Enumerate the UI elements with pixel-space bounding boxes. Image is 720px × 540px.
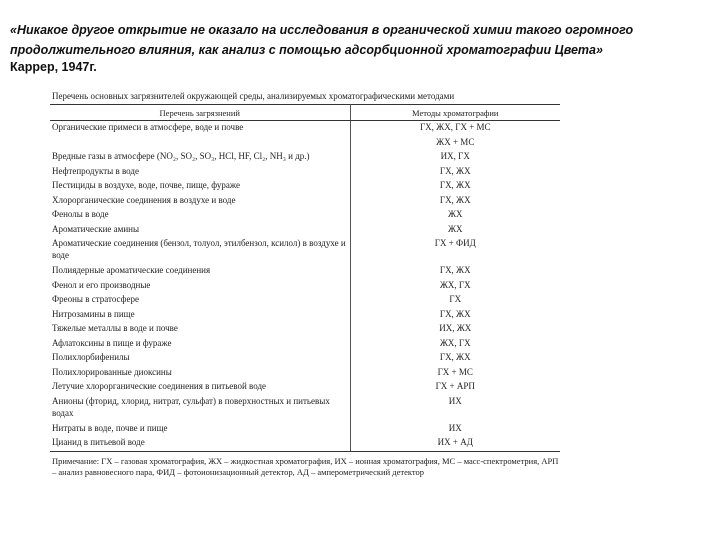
pollutant-name: Фреоны в стратосфере [50, 293, 350, 308]
table-row [50, 351, 560, 366]
method-value: ЖХ [447, 223, 463, 234]
method-value: ГХ + АРП [435, 381, 475, 391]
method-value: ЖХ, ГХ [439, 337, 471, 348]
pollutant-name: Ароматические амины [50, 223, 350, 238]
method-value: ИХ [448, 422, 462, 433]
table-row [50, 293, 560, 308]
pollutant-name: Тяжелые металлы в воде и почве [50, 322, 350, 337]
header-methods: Методы хроматографии [350, 105, 560, 121]
table-row [50, 279, 560, 294]
table-note: Примечание: ГХ – газовая хроматография, ЖХ – жидкостная хроматография, ИХ – ионная хроматография, МС – масс-спектрометрия, АРП – анализ равновесного пара, ФИД – фотоионизационный детектор, АД – амперометрический детектор [52, 455, 559, 477]
pollutant-name: Органические примеси в атмосфере, воде и почве [50, 121, 350, 136]
table-row [50, 179, 560, 194]
pollutant-name: Ароматические соединения (бензол, толуол, этилбензол, ксилол) в воздухе и воде [50, 237, 350, 264]
pollutant-name: Нефтепродукты в воде [50, 165, 350, 180]
method-value: ИХ, ГХ [440, 151, 470, 161]
quote-author: Каррер, 1947г. [10, 60, 97, 74]
method-value: ГХ, ЖХ [439, 194, 471, 205]
table-row [50, 322, 560, 337]
table-row [50, 380, 560, 395]
pollutant-name: Нитрозамины в пище [50, 308, 350, 323]
pollutant-name: Фенол и его производные [50, 279, 350, 294]
table-body [50, 121, 560, 452]
method-value: ИХ, ЖХ [439, 323, 472, 333]
table-row [50, 422, 560, 437]
table-row [50, 237, 560, 264]
pollutant-name: Летучие хлорорганические соединения в питьевой воде [50, 380, 350, 395]
table-row [50, 436, 560, 451]
method-value: ГХ + ФИД [434, 238, 476, 248]
method-value: ГХ, ЖХ [439, 265, 471, 275]
header-pollutants: Перечень загрязнений [50, 105, 350, 121]
pollutants-table-figure [50, 90, 560, 478]
table-row [50, 208, 560, 223]
pollutant-name: Афлатоксины в пище и фураже [50, 337, 350, 352]
pollutants-table [50, 104, 560, 452]
table-row [50, 395, 560, 422]
table-row [50, 121, 560, 136]
method-value: ГХ, ЖХ [439, 180, 471, 190]
method-value: ИХ + АД [350, 436, 560, 451]
table-row [50, 223, 560, 238]
method-value: ЖХ, ГХ [439, 279, 471, 290]
method-value: ГХ [449, 294, 462, 304]
pollutant-name [50, 136, 350, 151]
table-header-row [50, 105, 560, 121]
method-value: ЖХ + МС [436, 136, 475, 147]
method-value: ИХ [448, 395, 462, 406]
table-row [50, 337, 560, 352]
quote-text: «Никакое другое открытие не оказало на исследования в органической химии такого огромного продолжительного влияния, как анализ с помощью адсорбционной хроматографии Цвета» [10, 23, 634, 57]
table-row [50, 264, 560, 279]
pollutant-name: Вредные газы в атмосфере (NO₂, SO₂, SO₃, HCl, HF, Cl₂, NH₃ и др.) [50, 150, 350, 165]
pollutant-name: Полихлорбифенилы [50, 351, 350, 366]
method-value: ГХ, ЖХ [439, 352, 471, 362]
table-row [50, 165, 560, 180]
method-value: ЖХ [447, 209, 463, 219]
method-value: ГХ, ЖХ, ГХ + МС [419, 122, 491, 132]
method-value: ГХ, ЖХ [439, 165, 471, 176]
table-row [50, 194, 560, 209]
method-value: ГХ, ЖХ [439, 308, 471, 319]
table-row [50, 136, 560, 151]
method-value: ГХ + МС [437, 366, 473, 377]
table-caption: Перечень основных загрязнителей окружающей среды, анализируемых хроматографическими методами [52, 91, 455, 101]
pollutant-name: Полихлорированные диоксины [50, 366, 350, 381]
pollutant-name: Фенолы в воде [50, 208, 350, 223]
table-row [50, 150, 560, 165]
pollutant-name: Анионы (фторид, хлорид, нитрат, сульфат) в поверхностных и питьевых водах [50, 395, 350, 422]
pollutant-name: Нитраты в воде, почве и пище [50, 422, 350, 437]
pollutant-name: Цианид в питьевой воде [50, 436, 350, 451]
pollutant-name: Пестициды в воздухе, воде, почве, пище, фураже [50, 179, 350, 194]
pollutant-name: Хлорорганические соединения в воздухе и воде [50, 194, 350, 209]
table-row [50, 308, 560, 323]
pollutant-name: Полиядерные ароматические соединения [50, 264, 350, 279]
table-row [50, 366, 560, 381]
